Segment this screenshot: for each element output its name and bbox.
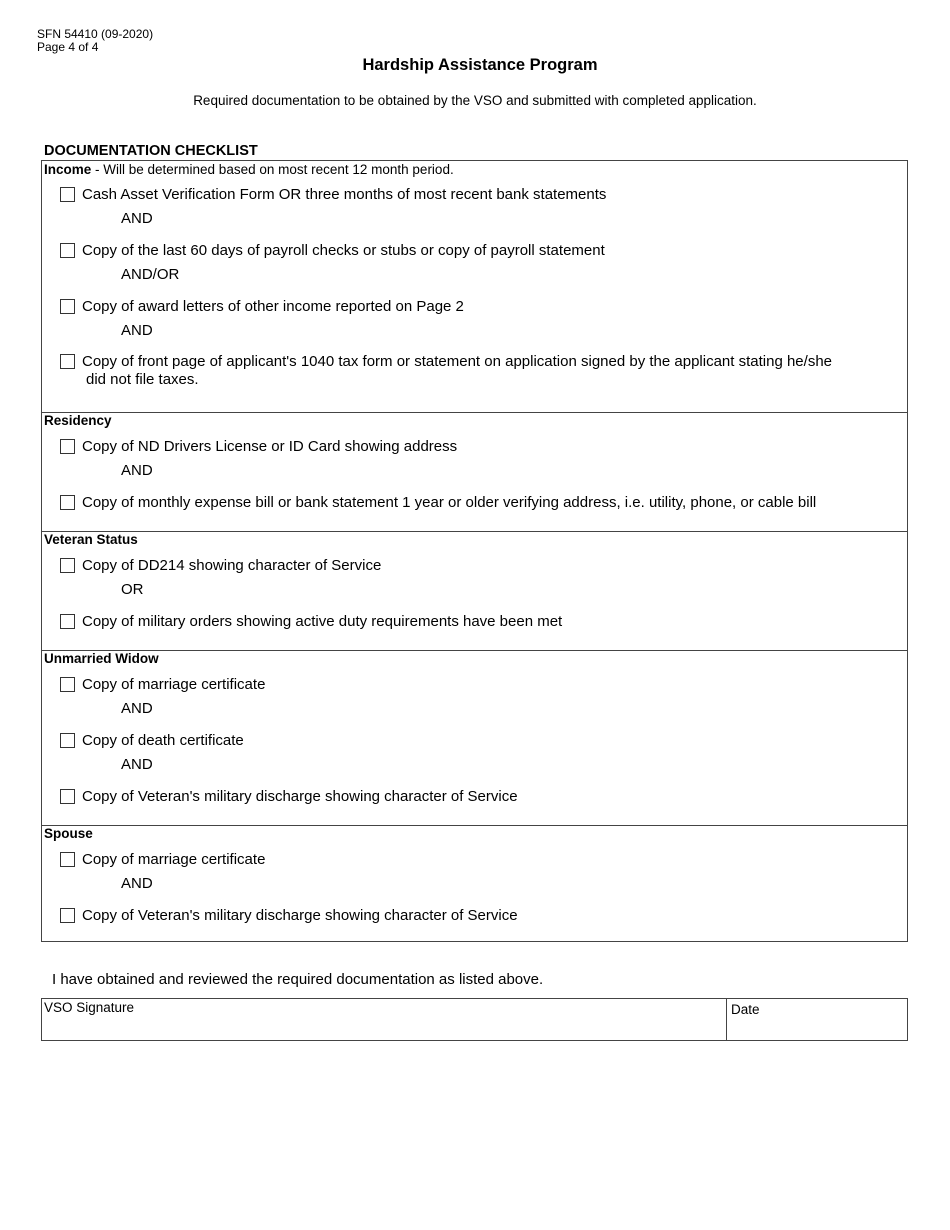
section-unmarried-widow (42, 650, 907, 826)
section-title (44, 413, 112, 428)
vso-signature-field[interactable] (42, 999, 726, 1040)
page-title: Hardship Assistance Program (362, 56, 598, 74)
conjunction-label: AND/OR (121, 266, 180, 283)
checklist-item-label: Copy of marriage certificate (82, 851, 266, 868)
checklist-item-label: Copy of award letters of other income reported on Page 2 (82, 298, 464, 315)
checkbox[interactable] (60, 558, 75, 573)
section-title-label: Unmarried Widow (44, 651, 159, 666)
checklist-item-label: Copy of death certificate (82, 732, 244, 749)
checklist-heading: DOCUMENTATION CHECKLIST (44, 143, 258, 159)
checklist-item-label: Copy of marriage certificate (82, 676, 266, 693)
checklist-item-label: Cash Asset Verification Form OR three months of most recent bank statements (82, 186, 607, 203)
checkbox[interactable] (60, 852, 75, 867)
checklist-item-label: Copy of Veteran's military discharge showing character of Service (82, 907, 518, 924)
checkbox[interactable] (60, 733, 75, 748)
vso-signature-label: VSO Signature (44, 1000, 135, 1015)
checkbox[interactable] (60, 439, 75, 454)
checklist-item-label: Copy of Veteran's military discharge showing character of Service (82, 788, 518, 805)
checkbox[interactable] (60, 243, 75, 258)
section-title (44, 532, 138, 547)
checklist-item-line-cont: did not file taxes. (86, 371, 199, 388)
signature-row (41, 998, 908, 1041)
checkbox[interactable] (60, 677, 75, 692)
conjunction-label: AND (121, 756, 153, 773)
checkbox[interactable] (60, 789, 75, 804)
date-label: Date (731, 1002, 760, 1017)
conjunction-label: OR (121, 581, 144, 598)
checkbox[interactable] (60, 187, 75, 202)
section-residency (42, 412, 907, 532)
checkbox[interactable] (60, 908, 75, 923)
section-income (42, 161, 907, 413)
checklist-item-label: Copy of monthly expense bill or bank statement 1 year or older verifying address, i.e. utility, phone, or cable bill (82, 494, 817, 511)
page-indicator: Page 4 of 4 (37, 40, 99, 54)
section-title-label: Veteran Status (44, 532, 138, 547)
section-title-label: Income (44, 162, 92, 177)
conjunction-label: AND (121, 875, 153, 892)
section-title (44, 826, 93, 841)
section-spouse (42, 825, 907, 942)
checkbox[interactable] (60, 614, 75, 629)
section-title-label: Residency (44, 413, 112, 428)
conjunction-label: AND (121, 210, 153, 227)
checklist-item-label (82, 353, 832, 389)
checkbox[interactable] (60, 354, 75, 369)
checklist-item-label: Copy of military orders showing active duty requirements have been met (82, 613, 563, 630)
conjunction-label: AND (121, 462, 153, 479)
form-number (37, 28, 153, 54)
checklist-item-label: Copy of ND Drivers License or ID Card showing address (82, 438, 458, 455)
documentation-checklist (41, 160, 908, 942)
checklist-item-label: Copy of the last 60 days of payroll checks or stubs or copy of payroll statement (82, 242, 605, 259)
section-title-label: Spouse (44, 826, 93, 841)
conjunction-label: AND (121, 700, 153, 717)
checklist-item-line: Copy of front page of applicant's 1040 tax form or statement on application signed by the applicant stating he/she (82, 353, 832, 370)
section-veteran-status (42, 531, 907, 651)
date-cell (726, 999, 908, 1040)
page-subtitle: Required documentation to be obtained by the VSO and submitted with completed application. (193, 93, 757, 108)
section-title (44, 162, 454, 177)
checklist-item-label: Copy of DD214 showing character of Service (82, 557, 382, 574)
section-title (44, 651, 159, 666)
date-field[interactable] (727, 999, 908, 1040)
checkbox[interactable] (60, 495, 75, 510)
attestation-statement: I have obtained and reviewed the required documentation as listed above. (52, 971, 544, 988)
section-note: - Will be determined based on most recent 12 month period. (91, 162, 454, 177)
form-number-code: SFN 54410 (09-2020) (37, 27, 154, 41)
checkbox[interactable] (60, 299, 75, 314)
conjunction-label: AND (121, 322, 153, 339)
